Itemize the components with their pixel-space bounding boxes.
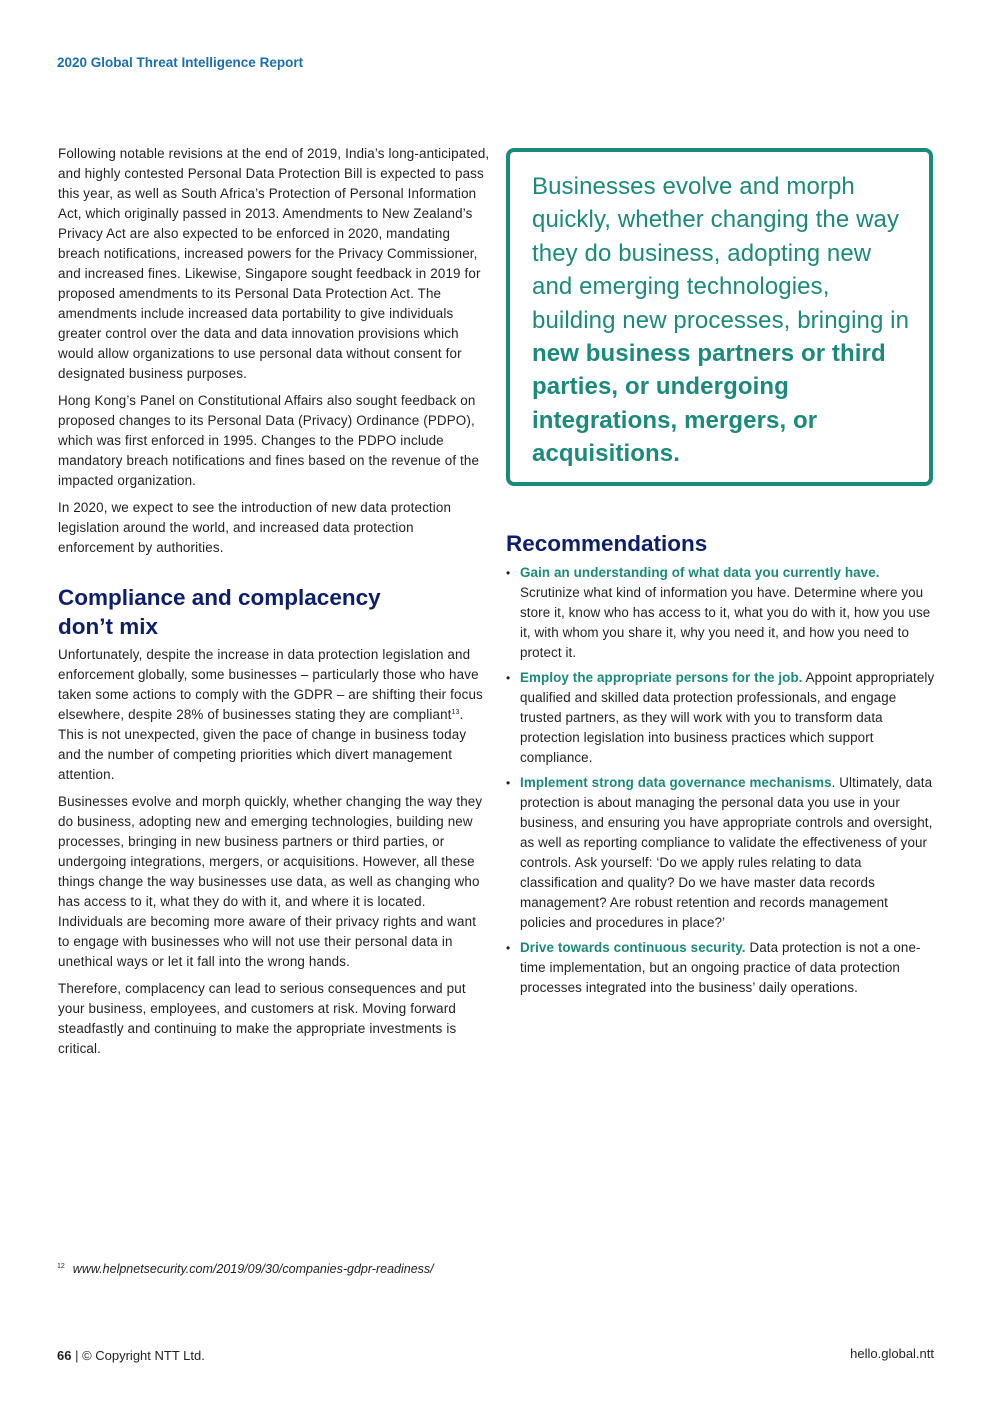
- recommendation-title: Gain an understanding of what data you currently have.: [520, 565, 880, 580]
- recommendation-title: Implement strong data governance mechanisms: [520, 775, 832, 790]
- pull-quote: [532, 170, 912, 471]
- recommendations-list: [506, 563, 936, 998]
- section-paragraph: Businesses evolve and morph quickly, whether changing the way they do business, adopting new and emerging technologies, building new processes, bringing in new business partners or third parties, or undergoing integrations, mergers, or acquisitions. However, all these things change the way businesses use data, as well as changing who has access to it, what they do with it, and where it is located. Individuals are becoming more aware of their privacy rights and want to engage with businesses who will not use their personal data in unethical ways or let it fall into the wrong hands.: [58, 794, 483, 969]
- intro-paragraph: Following notable revisions at the end of 2019, India’s long-anticipated, and highly contested Personal Data Protection Bill is expected to pass this year, as well as South Africa’s Protection of Personal Information Act, which originally passed in 2013. Amendments to New Zealand’s Privacy Act are also expected to be enforced in 2020, mandating breach notifications, increased powers for the Privacy Commissioner, and increased fines. Likewise, Singapore sought feedback in 2019 for proposed amendments to its Personal Data Protection Act. The amendments include increased data portability to give individuals greater control over the data and data innovation provisions which would allow organizations to use personal data without consent for designated business purposes.: [58, 146, 490, 381]
- recommendations-heading: Recommendations: [506, 531, 708, 556]
- recommendation-title: Drive towards continuous security.: [520, 940, 746, 955]
- pull-quote-box: [506, 148, 933, 486]
- section-paragraph: [58, 645, 490, 785]
- section-paragraph-text: . This is not unexpected, given the pace of change in business today and the number of competing priorities which divert management attention.: [58, 707, 467, 782]
- page-number: 66: [57, 1348, 72, 1363]
- left-column: [58, 144, 490, 1066]
- list-item: [506, 668, 936, 768]
- bullet-icon: •: [506, 941, 511, 955]
- report-title: 2020 Global Threat Intelligence Report: [57, 55, 304, 70]
- copyright: | © Copyright NTT Ltd.: [71, 1348, 205, 1363]
- list-item: [506, 938, 936, 998]
- list-item: [506, 563, 936, 663]
- footnote-number: 12: [57, 1263, 65, 1270]
- section-heading-line: Compliance and complacency: [58, 585, 381, 610]
- recommendation-text: Scrutinize what kind of information you have. Determine where you store it, know who has access to it, what you do with it, how you use it, with whom you share it, why you need it, and how you need to protect it.: [520, 585, 931, 660]
- bullet-icon: •: [506, 566, 511, 580]
- recommendation-title: Employ the appropriate persons for the job.: [520, 670, 803, 685]
- section-heading: [58, 583, 490, 641]
- footnote-reference: 13: [451, 709, 460, 716]
- recommendations-section: [506, 530, 936, 1003]
- footnote: [57, 1262, 434, 1276]
- recommendation-text: . Ultimately, data protection is about managing the personal data you use in your business, and ensuring you have appropriate controls and oversight, as well as reporting compliance to validate the effectiveness of your controls. Ask yourself: ‘Do we apply rules relating to data classification and quality? Do we have master data records management? Are robust retention and records management policies and procedures in place?’: [520, 775, 933, 930]
- footnote-link[interactable]: www.helpnetsecurity.com/2019/09/30/companies-gdpr-readiness/: [72, 1262, 434, 1276]
- section-paragraph-text: Unfortunately, despite the increase in data protection legislation and enforcement globally, some businesses – particularly those who have taken some actions to comply with the GDPR – are shifting their focus elsewhere, despite 28% of businesses stating they are compliant: [58, 647, 483, 722]
- list-item: [506, 773, 936, 933]
- recommendation-text: Appoint appropriately qualified and skilled data protection professionals, and engage trusted partners, as they will work with you to transform data protection legislation into business practices which support compliance.: [520, 670, 935, 765]
- pull-quote-emphasis: new business partners or third parties, or undergoing integrations, mergers, or acquisitions.: [532, 340, 886, 468]
- recommendation-text: Data protection is not a one-time implementation, but an ongoing practice of data protection processes integrated into the business’ daily operations.: [520, 940, 921, 995]
- site-link[interactable]: hello.global.ntt: [850, 1346, 934, 1361]
- section-paragraph: Therefore, complacency can lead to serious consequences and put your business, employees, and customers at risk. Moving forward steadfastly and continuing to make the appropriate investments is critical.: [58, 981, 466, 1056]
- bullet-icon: •: [506, 671, 511, 685]
- intro-paragraph: Hong Kong’s Panel on Constitutional Affairs also sought feedback on proposed changes to its Personal Data (Privacy) Ordinance (PDPO), which was first enforced in 1995. Changes to the PDPO include mandatory breach notifications and fines based on the revenue of the impacted organization.: [58, 393, 480, 488]
- section-heading-line: don’t mix: [58, 614, 158, 639]
- bullet-icon: •: [506, 776, 511, 790]
- pull-quote-text: Businesses evolve and morph quickly, whether changing the way they do business, adopting new and emerging technologies, building new processes, bringing in: [532, 173, 910, 334]
- page-footer: [57, 1348, 205, 1363]
- intro-paragraph: In 2020, we expect to see the introduction of new data protection legislation around the world, and increased data protection enforcement by authorities.: [58, 500, 452, 555]
